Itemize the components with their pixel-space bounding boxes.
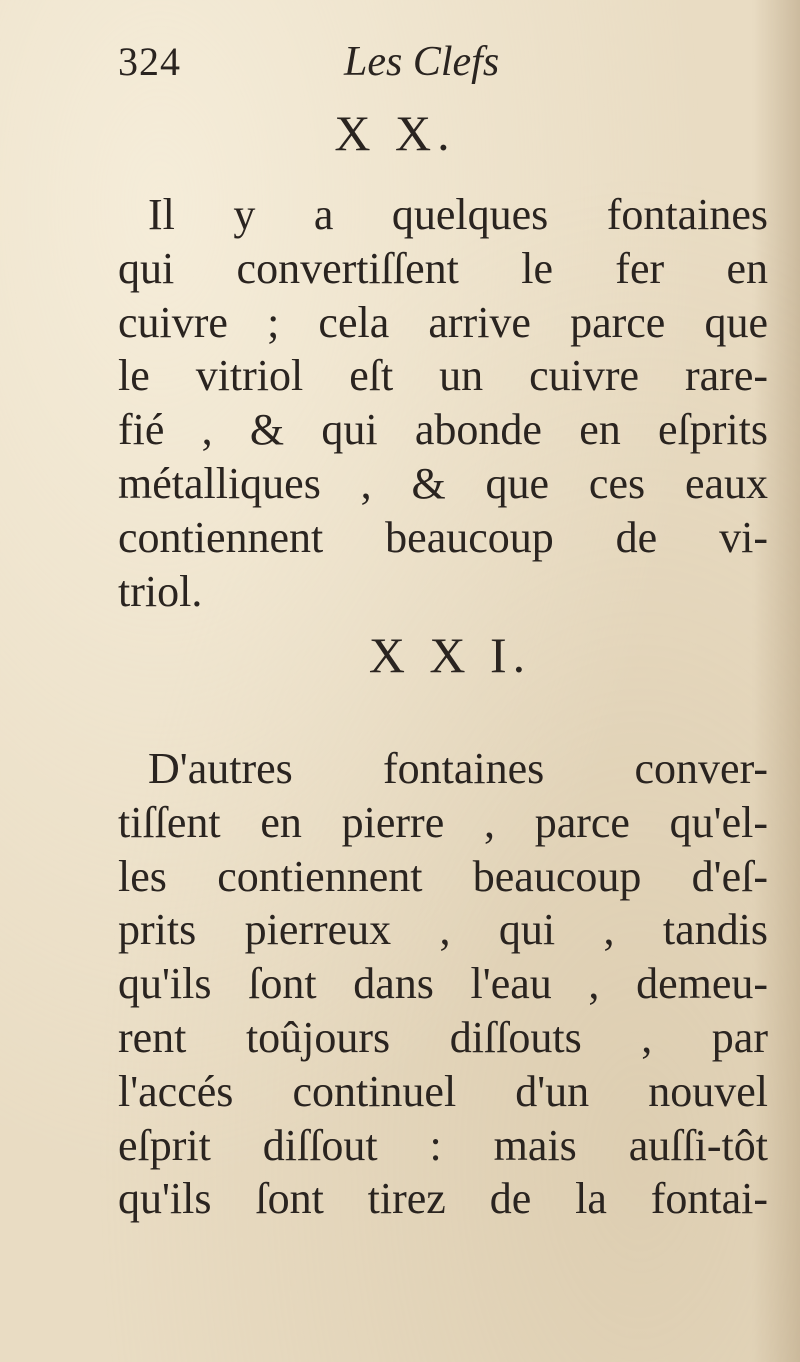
text-line: qu'ils ſont tirez de la fontai- <box>118 1174 768 1224</box>
text-line: rent toûjours diſſouts , par <box>118 1012 768 1062</box>
text-line: contiennent beaucoup de vi- <box>118 512 768 562</box>
paragraph-section-xxi <box>118 742 768 1226</box>
paragraph-section-xx <box>118 188 768 618</box>
section-heading-xx: X X. <box>334 105 456 161</box>
text-line: le vitriol eſt un cuivre rare- <box>118 351 768 401</box>
text-line: les contiennent beaucoup d'eſ- <box>118 851 768 901</box>
text-line: qu'ils ſont dans l'eau , demeu- <box>118 959 768 1009</box>
text-line: cuivre ; cela arrive parce que <box>118 297 768 347</box>
text-line: métalliques , & que ces eaux <box>118 458 768 508</box>
running-title: Les Clefs <box>344 39 500 85</box>
text-line: fié , & qui abonde en eſprits <box>118 405 768 455</box>
text-line: triol. <box>118 566 203 616</box>
text-line: Il y a quelques fontaines <box>148 190 768 239</box>
text-line: tiſſent en pierre , parce qu'el- <box>118 797 768 847</box>
text-line: qui convertiſſent le fer en <box>118 243 768 293</box>
text-line: D'autres fontaines conver- <box>148 744 768 793</box>
text-line: prits pierreux , qui , tandis <box>118 905 768 955</box>
page-number: 324 <box>118 39 181 84</box>
section-heading-xxi: X X I. <box>368 627 532 683</box>
running-head <box>118 38 678 98</box>
text-line: l'accés continuel d'un nouvel <box>118 1066 768 1116</box>
text-line: eſprit diſſout : mais auſſi-tôt <box>118 1120 768 1170</box>
